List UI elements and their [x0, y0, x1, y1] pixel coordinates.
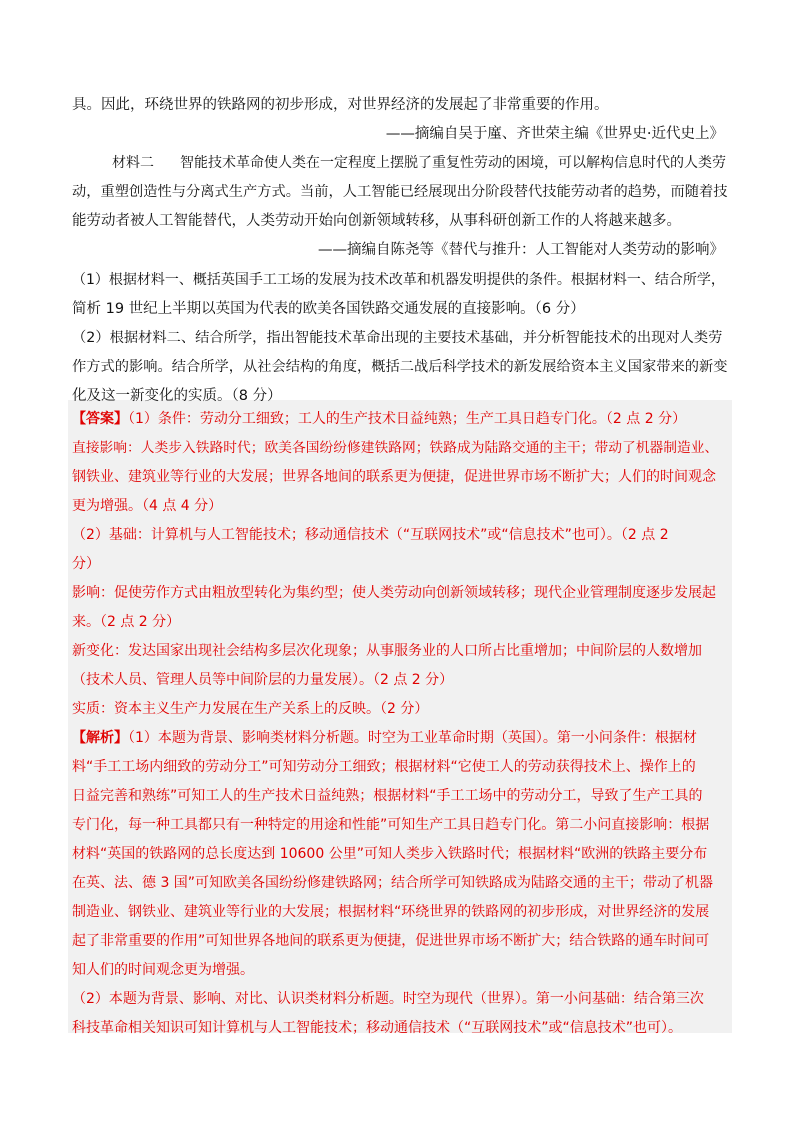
analysis-line-5: 材料“英国的铁路网的总长度达到 10600 公里”可知人类步入铁路时代；根据材料“欧洲的铁路主要分布 [72, 846, 708, 862]
answer-line-8: 来。（2 点 2 分） [72, 614, 181, 630]
analysis-line-3: 日益完善和熟练”可知工人的生产技术日益纯熟；根据材料“手工工场中的劳动分工，导致了生产工具的 [72, 788, 703, 804]
analysis-line-6: 在英、法、德 3 国”可知欧美各国纷纷修建铁路网；结合所学可知铁路成为陆路交通的主干；带动了机器 [72, 875, 714, 891]
material-two-line-1: 智能技术革命使人类在一定程度上摆脱了重复性劳动的困境，可以解构信息时代的人类劳 [180, 155, 726, 171]
answer-line-4: 更为增强。（4 点 4 分） [72, 498, 223, 514]
answer-line-10: （技术人员、管理人员等中间阶层的力量发展）。（2 点 2 分） [72, 672, 454, 688]
questions [72, 266, 728, 411]
answer-tag: 【答案】 [72, 411, 128, 427]
answer-line-2: 直接影响：人类步入铁路时代；欧美各国纷纷修建铁路网；铁路成为陆路交通的主干；带动了机器制造业、 [72, 440, 719, 456]
analysis-line [72, 724, 728, 753]
analysis-tag: 【解析】 [72, 730, 128, 746]
analysis-line-8: 起了非常重要的作用”可知世界各地间的联系更为便捷，促进世界市场不断扩大；结合铁路的通车时间可 [72, 933, 710, 949]
analysis-section [72, 724, 728, 1043]
material-two-first-line [72, 149, 728, 178]
answer-section [72, 405, 728, 724]
question-2-line-1: （2）根据材料二、结合所学，指出智能技术革命出现的主要技术基础，并分析智能技术的出现对人类劳 [72, 330, 723, 346]
answer-line-3: 钢铁业、建筑业等行业的大发展；世界各地间的联系更为便捷，促进世界市场不断扩大；人们的时间观念 [72, 469, 716, 485]
answer-line-1: （1）条件：劳动分工细致；工人的生产技术日益纯熟；生产工具日趋专门化。（2 点 2 分） [128, 411, 687, 427]
material-one-last-line: 具。因此，环绕世界的铁路网的初步形成，对世界经济的发展起了非常重要的作用。 [72, 97, 609, 113]
analysis-line-1: （1）本题为背景、影响类材料分析题。时空为工业革命时期（英国）。第一小问条件：根据材 [128, 730, 697, 746]
material-one-source: ——摘编自吴于廑、齐世荣主编《世界史·近代史上》 [385, 126, 724, 142]
material-two-line-2: 动，重塑创造性与分离式生产方式。当前，人工智能已经展现出分阶段替代技能劳动者的趋势，而随着技 [72, 184, 728, 200]
analysis-line-7: 制造业、钢铁业、建筑业等行业的大发展；根据材料“环绕世界的铁路网的初步形成，对世界经济的发展 [72, 904, 710, 920]
material-two [72, 149, 728, 265]
question-2-line-2: 作方式的影响。结合所学，从社会结构的角度，概括二战后科学技术的新发展给资本主义国家带来的新变 [72, 359, 728, 375]
answer-line-11: 实质：资本主义生产力发展在生产关系上的反映。（2 分） [72, 701, 429, 717]
analysis-line-10: （2）本题为背景、影响、对比、认识类材料分析题。时空为现代（世界）。第一小问基础：结合第三次 [72, 991, 704, 1007]
material-two-source: ——摘编自陈尧等《替代与推升：人工智能对人类劳动的影响》 [318, 242, 724, 258]
analysis-line-9: 知人们的时间观念更为增强。 [72, 962, 254, 978]
material-two-line-3: 能劳动者被人工智能替代，人类劳动开始向创新领域转移，从事科研创新工作的人将越来越多。 [72, 213, 681, 229]
answer-line-6: 分） [72, 556, 100, 572]
answer-line-5: （2）基础：计算机与人工智能技术；移动通信技术（“互联网技术”或“信息技术”也可）。（2 点 2 [72, 527, 669, 543]
answer-line-7: 影响：促使劳作方式由粗放型转化为集约型；使人类劳动向创新领域转移；现代企业管理制度逐步发展起 [72, 585, 716, 601]
question-1-line-1: （1）根据材料一、概括英国手工工场的发展为技术改革和机器发明提供的条件。根据材料一、结合所学， [72, 272, 725, 288]
analysis-line-11: 科技革命相关知识可知计算机与人工智能技术；移动通信技术（“互联网技术”或“信息技术”也可）。 [72, 1020, 683, 1036]
question-1-line-2: 简析 19 世纪上半期以英国为代表的欧美各国铁路交通发展的直接影响。（6 分） [72, 301, 585, 317]
answer-line [72, 405, 728, 434]
answer-line-9: 新变化：发达国家出现社会结构多层次化现象；从事服务业的人口所占比重增加；中间阶层的人数增加 [72, 643, 702, 659]
question-2-line-3: 化及这一新变化的实质。（8 分） [72, 388, 282, 404]
material-two-label: 材料二 [112, 155, 154, 171]
material-one-tail [72, 91, 728, 149]
analysis-line-4: 专门化，每一种工具都只有一种特定的用途和性能”可知生产工具日趋专门化。第二小问直接影响：根据 [72, 817, 710, 833]
analysis-line-2: 料“手工工场内细致的劳动分工”可知劳动分工细致；根据材料“它使工人的劳动获得技术上、操作上的 [72, 759, 696, 775]
